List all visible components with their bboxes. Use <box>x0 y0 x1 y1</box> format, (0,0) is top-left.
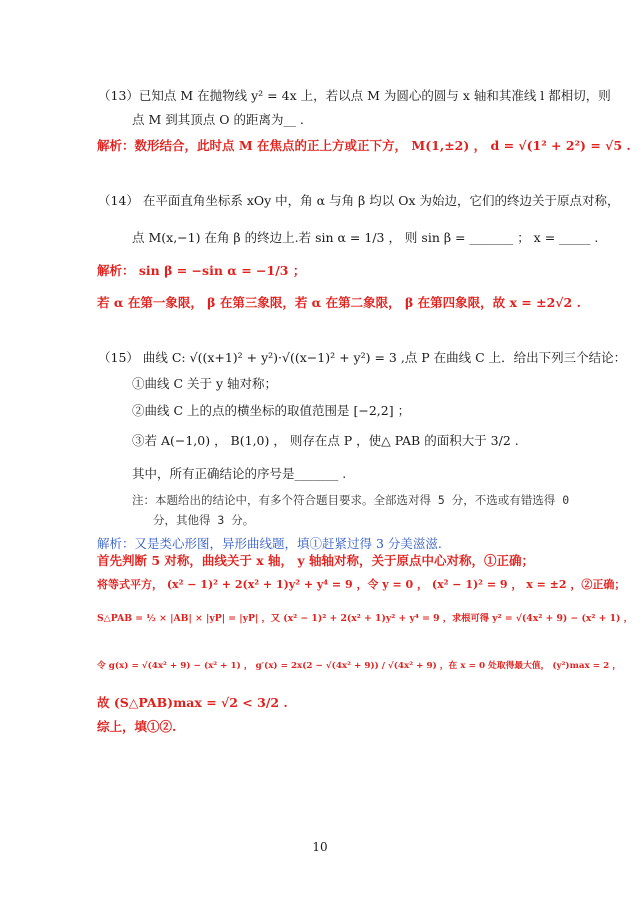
q13-answer: 解析：数形结合，此时点 M 在焦点的正上方或正下方， M(1,±2) ， d = √(1² + 2²) = √5 . <box>97 138 631 153</box>
q14-stem-line2: 点 M(x,−1) 在角 β 的终边上.若 sin α = 1/3 ， 则 sin β = _______ ； x = _____ . <box>132 230 599 245</box>
page-number: 10 <box>312 840 328 854</box>
q14-answer-line2: 若 α 在第一象限， β 在第三象限，若 α 在第二象限， β 在第四象限，故 x = ±2√2 . <box>97 295 581 310</box>
q15-solution-intro: 解析：又是类心形图，异形曲线题，填①赶紧过得 3 分美滋滋. <box>97 536 442 551</box>
q15-statement-1: ①曲线 C 关于 y 轴对称； <box>132 376 278 391</box>
q15-solution-line3: S△PAB = ½ × |AB| × |yP| = |yP| ，又 (x² − 1)² + 2(x² + 1)y² + y⁴ = 9 ，求根可得 y² = √(4x² + 9) − (x² + 1) ， <box>97 613 633 624</box>
q14-stem-line1: （14） 在平面直角坐标系 xOy 中，角 α 与角 β 均以 Ox 为始边，它们的终边关于原点对称， <box>98 193 620 208</box>
q13-stem-line1: （13）已知点 M 在抛物线 y² = 4x 上，若以点 M 为圆心的圆与 x 轴和其准线 l 都相切，则 <box>98 88 611 103</box>
q15-solution-line2: 将等式平方， (x² − 1)² + 2(x² + 1)y² + y⁴ = 9 ，令 y = 0 ， (x² − 1)² = 9 ， x = ±2 ，②正确； <box>97 578 626 591</box>
q13-stem-line2: 点 M 到其顶点 O 的距离为__ . <box>132 112 304 127</box>
q15-solution-line1: 首先判断 5 对称，曲线关于 x 轴， y 轴轴对称，关于原点中心对称，①正确； <box>97 553 535 568</box>
q14-answer-line1: 解析： sin β = −sin α = −1/3 ； <box>97 263 306 278</box>
q15-solution-conclusion: 综上，填①②. <box>97 719 177 734</box>
q15-solution-line4: 令 g(x) = √(4x² + 9) − (x² + 1) ， g′(x) = 2x(2 − √(4x² + 9)) / √(4x² + 9) ，在 x = 0 处取得最大值， (y²)max = 2 ， <box>97 661 622 671</box>
q15-answer-blank-line: 其中，所有正确结论的序号是_______ . <box>132 466 347 481</box>
q15-statement-2: ②曲线 C 上的点的横坐标的取值范围是 [−2,2] ； <box>132 403 411 418</box>
q15-scoring-note-line2: 分，其他得 3 分。 <box>153 513 255 527</box>
q15-stem-line1: （15） 曲线 C: √((x+1)² + y²)·√((x−1)² + y²) = 3 ,点 P 在曲线 C 上．给出下列三个结论： <box>98 350 627 365</box>
q15-scoring-note-line1: 注：本题给出的结论中，有多个符合题目要求。全部选对得 5 分，不选或有错选得 0 <box>132 493 570 507</box>
q15-statement-3: ③若 A(−1,0) ， B(1,0) ， 则存在点 P ，使△ PAB 的面积大于 3/2 . <box>132 433 519 448</box>
q15-solution-line5: 故 (S△PAB)max = √2 < 3/2 . <box>97 695 288 710</box>
